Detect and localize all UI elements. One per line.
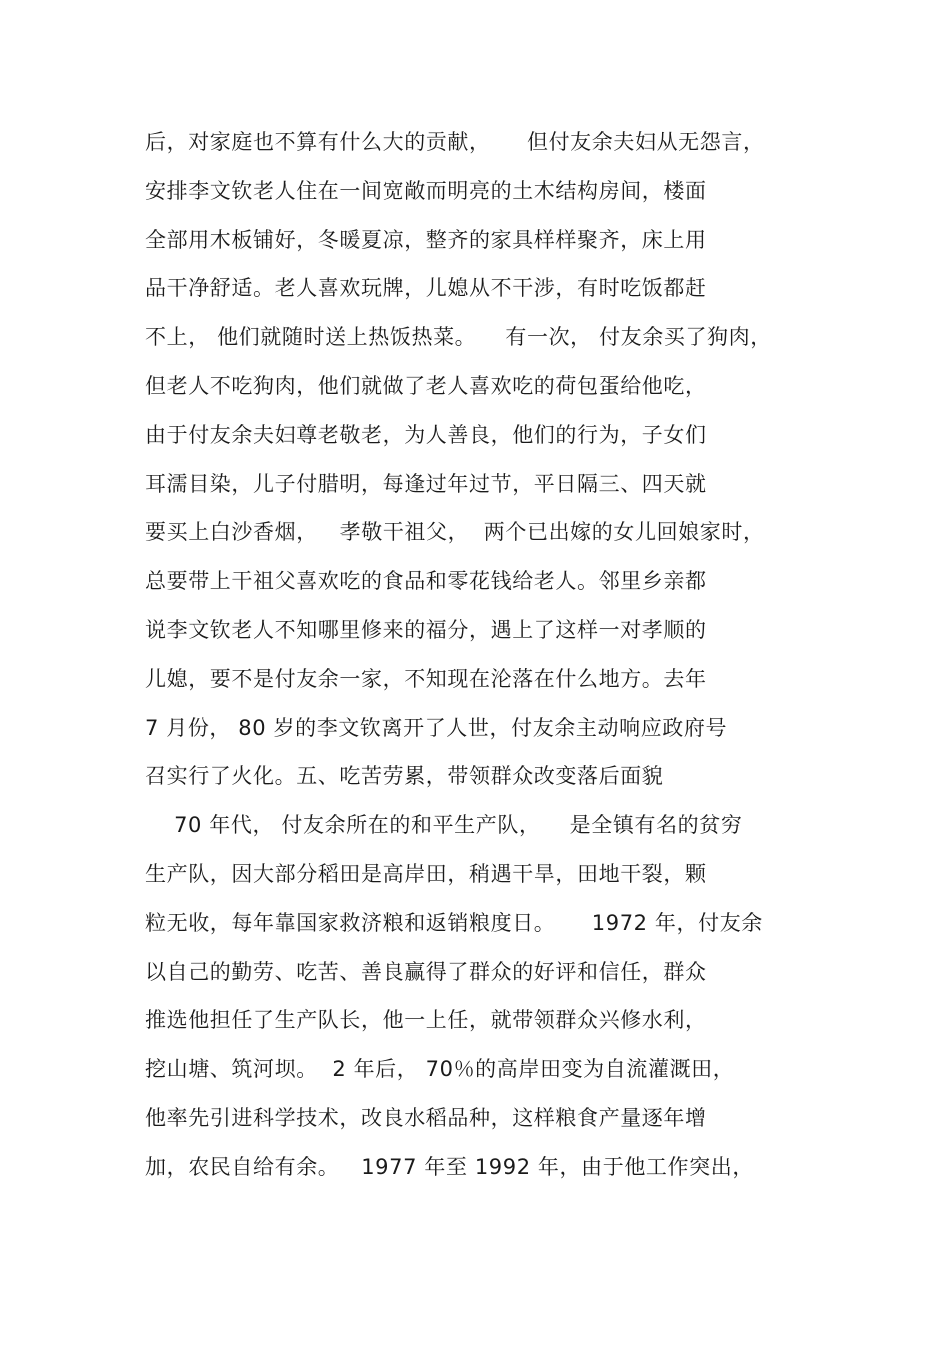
text-line: 儿媳，要不是付友余一家，不知现在沦落在什么地方。去年 (145, 666, 707, 691)
text-line: 粒无收，每年靠国家救济粮和返销粮度日。 1972 年，付友余 (145, 910, 763, 935)
text-line: 以自己的勤劳、吃苦、善良赢得了群众的好评和信任，群众 (145, 959, 707, 984)
text-line: 生产队，因大部分稻田是高岸田，稍遇干旱，田地干裂，颗 (145, 861, 707, 886)
text-line: 说李文钦老人不知哪里修来的福分，遇上了这样一对孝顺的 (145, 617, 707, 642)
text-line: 耳濡目染，儿子付腊明，每逢过年过节，平日隔三、四天就 (145, 471, 707, 496)
text-line: 不上， 他们就随时送上热饭热菜。 有一次， 付友余买了狗肉， (145, 325, 772, 350)
text-line: 品干净舒适。老人喜欢玩牌，儿媳从不干涉，有时吃饭都赶 (145, 276, 707, 301)
text-line: 70 年代， 付友余所在的和平生产队， 是全镇有名的贫穷 (145, 813, 743, 838)
text-line: 他率先引进科学技术，改良水稻品种，这样粮食产量逐年增 (145, 1105, 707, 1130)
body-text (145, 124, 825, 1198)
text-line: 安排李文钦老人住在一间宽敞而明亮的土木结构房间，楼面 (145, 178, 707, 203)
text-line: 但老人不吃狗肉，他们就做了老人喜欢吃的荷包蛋给他吃， (145, 373, 707, 398)
text-line: 要买上白沙香烟， 孝敬干祖父， 两个已出嫁的女儿回娘家时， (145, 520, 765, 545)
text-line: 推选他担任了生产队长，他一上任，就带领群众兴修水利， (145, 1008, 707, 1033)
text-line: 挖山塘、筑河坝。 2 年后， 70％的高岸田变为自流灌溉田， (145, 1057, 735, 1082)
text-line: 全部用木板铺好，冬暖夏凉，整齐的家具样样聚齐，床上用 (145, 227, 707, 252)
section-heading-line: 召实行了火化。五、吃苦劳累，带领群众改变落后面貌 (145, 764, 664, 789)
text-line: 由于付友余夫妇尊老敬老，为人善良，他们的行为，子女们 (145, 422, 707, 447)
text-line: 总要带上干祖父喜欢吃的食品和零花钱给老人。邻里乡亲都 (145, 569, 707, 594)
text-line: 后，对家庭也不算有什么大的贡献， 但付友余夫妇从无怨言， (145, 130, 765, 154)
text-line: 加，农民自给有余。 1977 年至 1992 年，由于他工作突出， (145, 1154, 754, 1179)
text-line: 7 月份， 80 岁的李文钦离开了人世，付友余主动响应政府号 (145, 715, 728, 740)
